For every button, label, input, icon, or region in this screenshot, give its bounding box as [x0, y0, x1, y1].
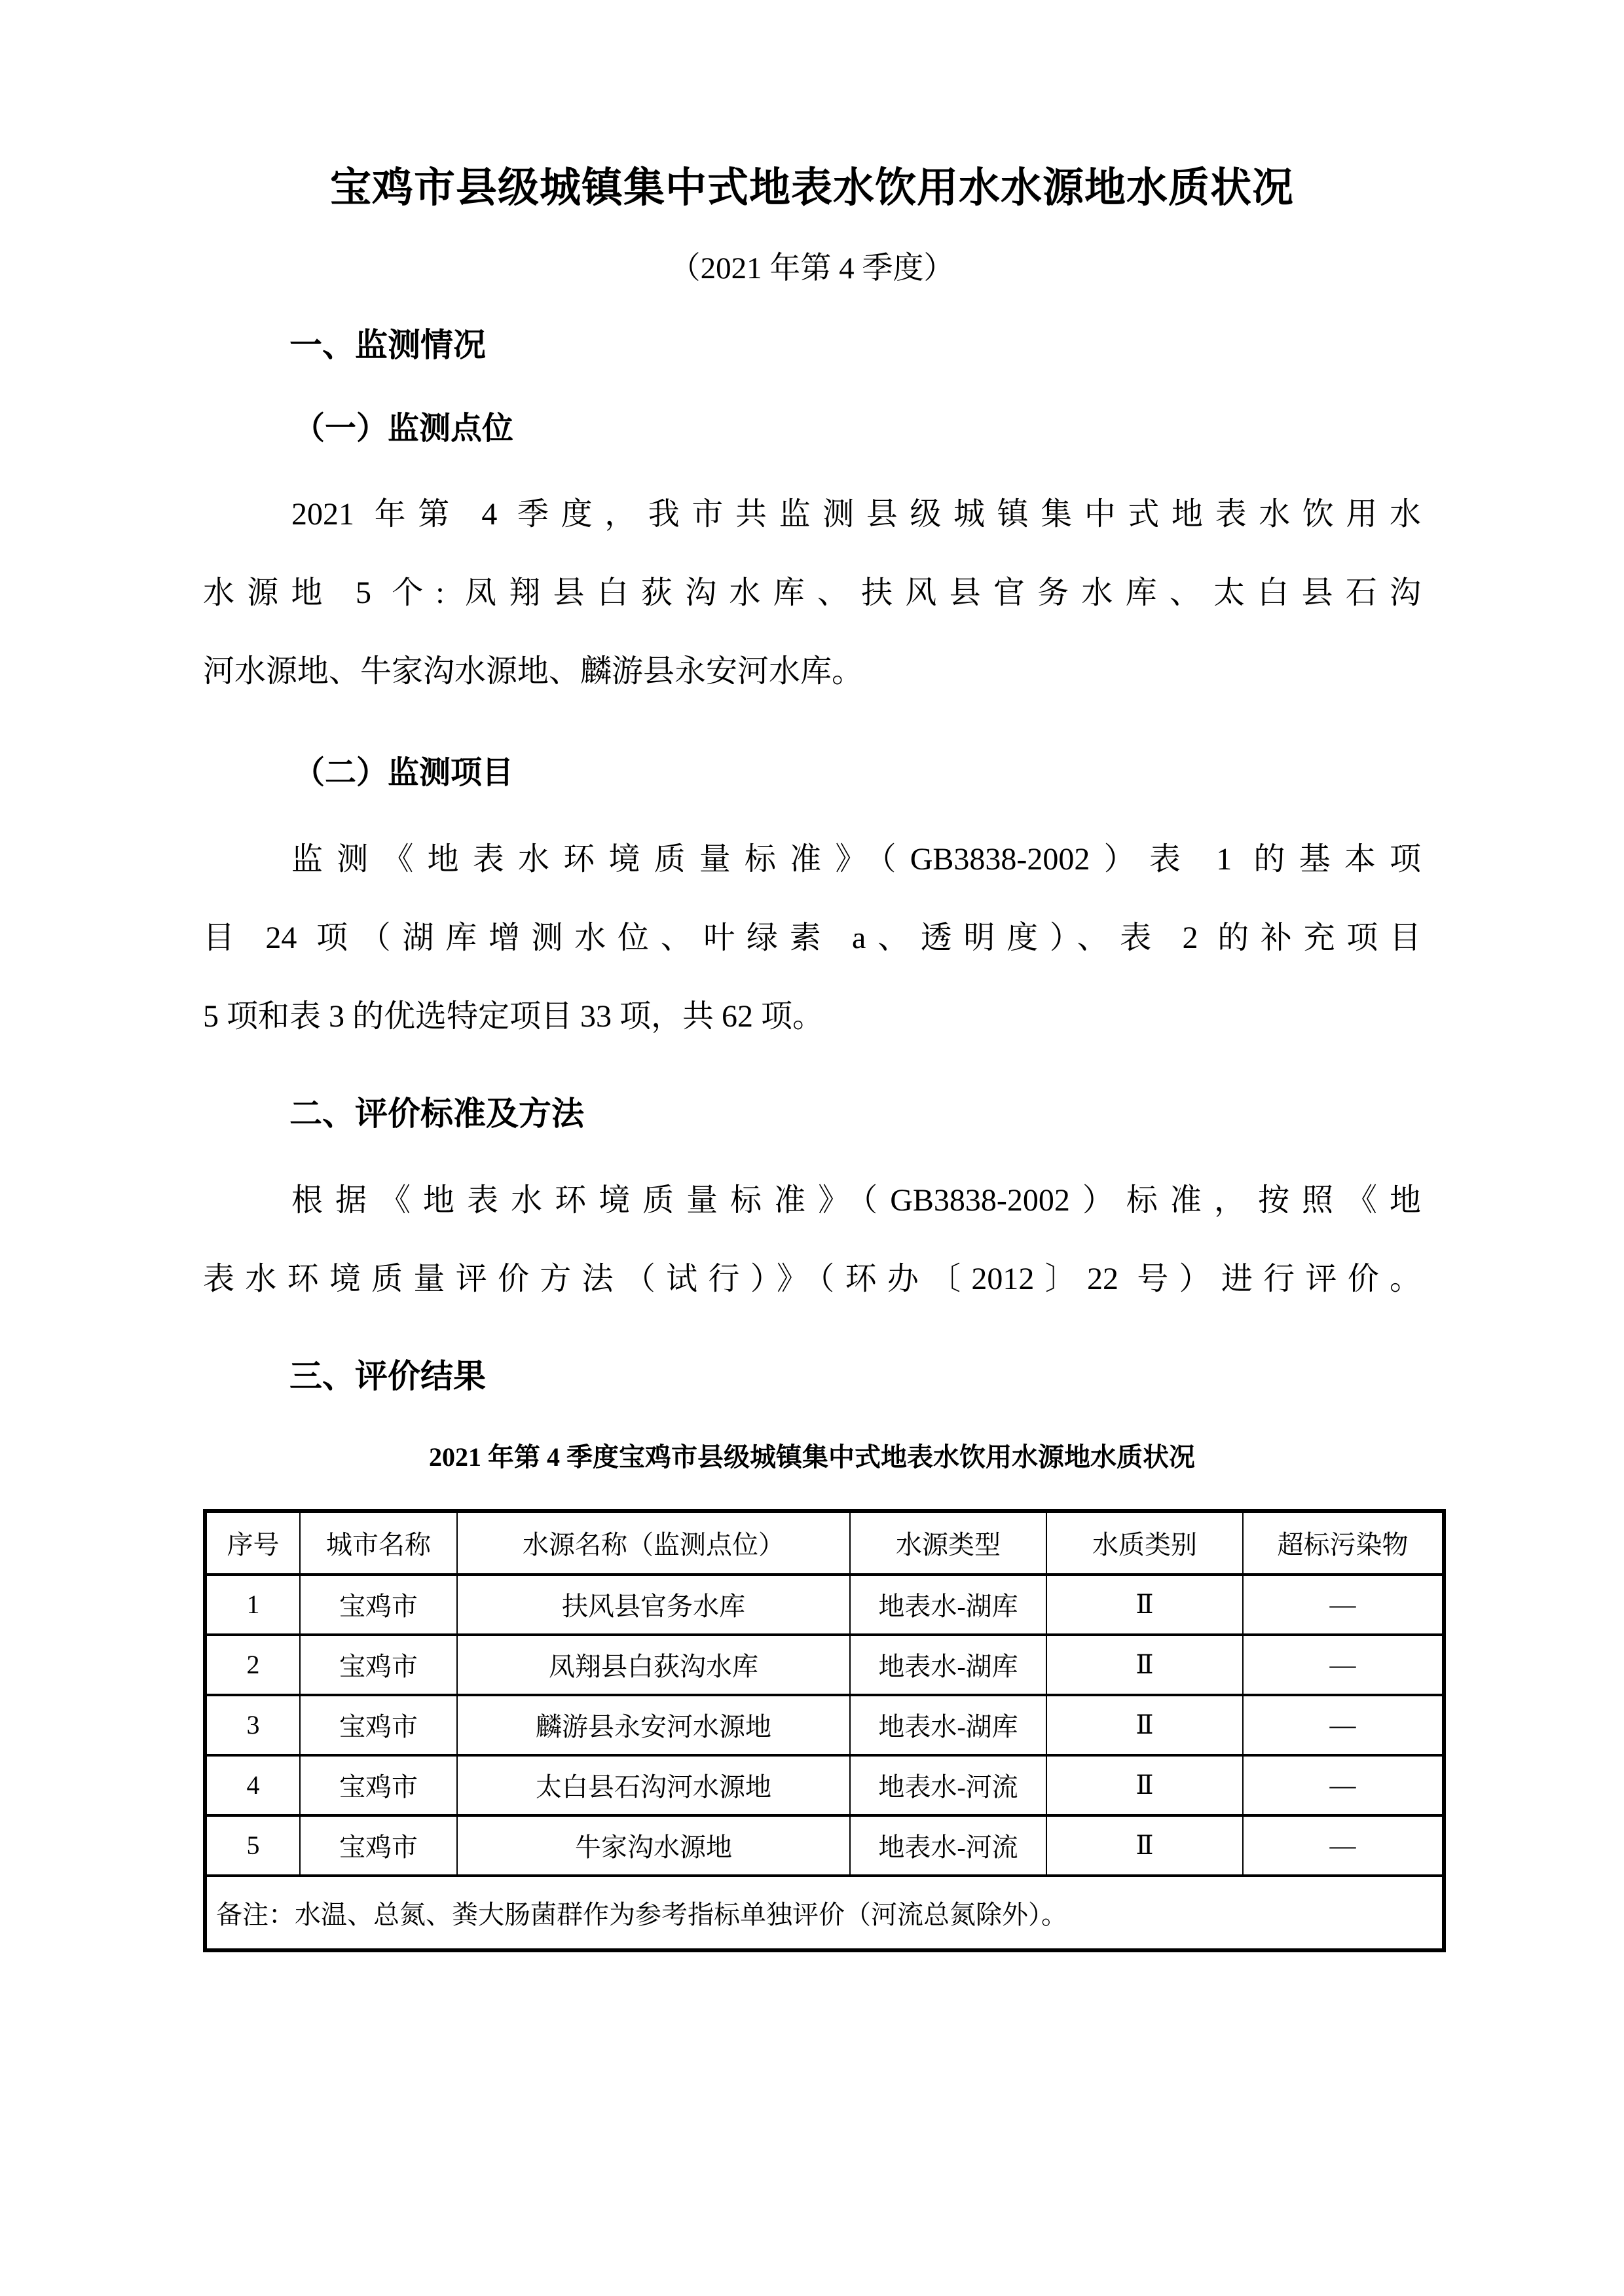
cell-pollutant: —	[1243, 1815, 1444, 1876]
column-header-source: 水源名称（监测点位）	[457, 1511, 850, 1575]
cell-quality: Ⅱ	[1046, 1575, 1243, 1635]
section-2-heading: 二、评价标准及方法	[289, 1095, 584, 1132]
cell-type: 地表水-河流	[850, 1815, 1046, 1876]
column-header-quality: 水质类别	[1046, 1511, 1243, 1575]
paragraph-line: 水源地 5 个: 凤翔县白荻沟水库、扶风县官务水库、太白县石沟	[203, 575, 1421, 611]
paragraph-line: 监测《地表水环境质量标准》（GB3838-2002）表 1 的基本项	[291, 841, 1421, 877]
table-row	[205, 1695, 1444, 1755]
paragraph-monitoring-points	[203, 475, 1421, 711]
paragraph-monitoring-items	[203, 820, 1421, 1056]
cell-city: 宝鸡市	[300, 1575, 457, 1635]
table-caption: 2021 年第 4 季度宝鸡市县级城镇集中式地表水饮用水源地水质状况	[429, 1442, 1195, 1472]
cell-type: 地表水-河流	[850, 1755, 1046, 1815]
cell-quality: Ⅱ	[1046, 1755, 1243, 1815]
cell-index: 3	[205, 1695, 300, 1755]
section-1-sub-1-heading: （一）监测点位	[293, 410, 514, 446]
cell-source: 扶风县官务水库	[457, 1575, 850, 1635]
water-quality-table	[203, 1509, 1446, 1952]
column-header-index: 序号	[205, 1511, 300, 1575]
cell-city: 宝鸡市	[300, 1815, 457, 1876]
paragraph-line: 根据《地表水环境质量标准》（GB3838-2002）标准，按照《地	[291, 1182, 1421, 1218]
paragraph-line: 5 项和表 3 的优选特定项目 33 项，共 62 项。	[203, 998, 824, 1034]
table-note-row	[205, 1876, 1444, 1950]
table-note: 备注：水温、总氮、粪大肠菌群作为参考指标单独评价（河流总氮除外）。	[205, 1876, 1444, 1950]
paragraph-line: 目 24 项（湖库增测水位、叶绿素 a、透明度）、表 2 的补充项目	[203, 920, 1421, 955]
cell-type: 地表水-湖库	[850, 1635, 1046, 1695]
table-row	[205, 1635, 1444, 1695]
section-1-sub-2-heading: （二）监测项目	[293, 756, 514, 791]
cell-source: 麟游县永安河水源地	[457, 1695, 850, 1755]
cell-index: 4	[205, 1755, 300, 1815]
cell-source: 凤翔县白荻沟水库	[457, 1635, 850, 1695]
cell-quality: Ⅱ	[1046, 1695, 1243, 1755]
cell-pollutant: —	[1243, 1695, 1444, 1755]
section-1-heading: 一、监测情况	[289, 326, 486, 363]
cell-index: 5	[205, 1815, 300, 1876]
cell-quality: Ⅱ	[1046, 1815, 1243, 1876]
cell-city: 宝鸡市	[300, 1755, 457, 1815]
table-row	[205, 1755, 1444, 1815]
table-header-row	[205, 1511, 1444, 1575]
cell-city: 宝鸡市	[300, 1695, 457, 1755]
cell-pollutant: —	[1243, 1755, 1444, 1815]
table-row	[205, 1815, 1444, 1876]
cell-quality: Ⅱ	[1046, 1635, 1243, 1695]
cell-city: 宝鸡市	[300, 1635, 457, 1695]
cell-source: 太白县石沟河水源地	[457, 1755, 850, 1815]
column-header-pollutant: 超标污染物	[1243, 1511, 1444, 1575]
cell-pollutant: —	[1243, 1635, 1444, 1695]
column-header-city: 城市名称	[300, 1511, 457, 1575]
cell-index: 2	[205, 1635, 300, 1695]
paragraph-line: 河水源地、牛家沟水源地、麟游县永安河水库。	[203, 654, 864, 689]
cell-pollutant: —	[1243, 1575, 1444, 1635]
column-header-type: 水源类型	[850, 1511, 1046, 1575]
paragraph-line: 2021 年第 4 季度，我市共监测县级城镇集中式地表水饮用水	[291, 497, 1421, 532]
section-3-heading: 三、评价结果	[289, 1357, 486, 1394]
cell-type: 地表水-湖库	[850, 1575, 1046, 1635]
paragraph-line: 表水环境质量评价方法（试行）》（环办〔2012〕22 号）进行评价。	[203, 1261, 1421, 1296]
document-title: 宝鸡市县级城镇集中式地表水饮用水水源地水质状况	[330, 165, 1294, 211]
table-row	[205, 1575, 1444, 1635]
document-subtitle: （2021 年第 4 季度）	[669, 251, 955, 286]
cell-type: 地表水-湖库	[850, 1695, 1046, 1755]
cell-source: 牛家沟水源地	[457, 1815, 850, 1876]
paragraph-evaluation-method	[203, 1161, 1421, 1319]
cell-index: 1	[205, 1575, 300, 1635]
